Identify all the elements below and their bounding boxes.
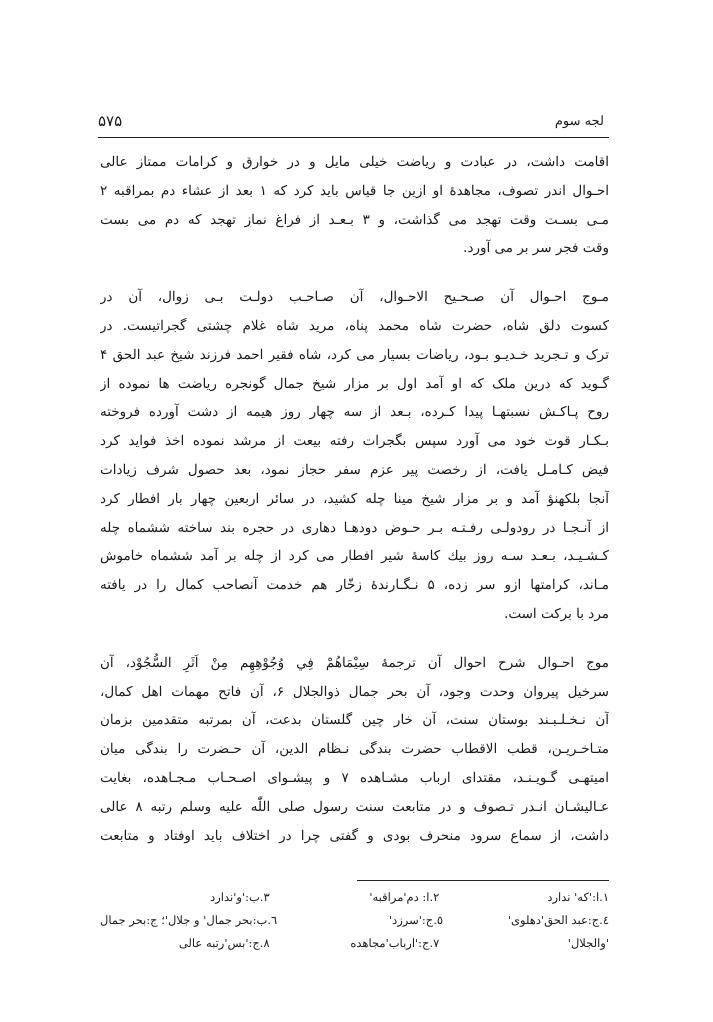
footnote: ۱.ا:'که' ندارد	[547, 890, 609, 904]
text-line: امیتهـی گـویـنـد، مقتدای ارباب مشـاهده ۷ و پیشـوای اصـحـاب مـجـاهده، بغایت	[100, 769, 609, 786]
text-line: فیض کـامـل یافت، از رخصت پیر عزم سفر حجاز نمود، بعد حصول شرف زیادات	[100, 461, 609, 478]
text-line: آنجا بلکهنؤ آمد و بر مزار شیخ مینا چله کشید، در سائر اربعین چهار بار افطار کرد	[100, 490, 609, 507]
footnote: ۳.ب:'و'ندارد	[210, 890, 270, 904]
text-line: موج احـوال شرح احوال آن ترجمهٔ سِيْمَاهُمْ فِي وُجُوْهِهِم مِنْ اَثَرِ السُّجُوْد، آن	[100, 654, 609, 671]
text-line: مـی بسـت وقت تهجد می گذاشت، و ۳ بـعـد از فراغ نماز تهجد که دم می بست	[100, 211, 609, 228]
text-line: مـاند، کرامتها ازو سر زده، ۵ نـگـارندهٔ زخّار هم خدمت آنصاحب کمال را در یافته	[100, 577, 609, 594]
footnote-rule	[357, 880, 609, 881]
text-line: بـکـار قوت خود می آورد سپس بگجرات رفته بیعت از مرشد نموده اخذ فواید کرد	[100, 433, 609, 450]
footnote: ٨.ج:'بس'رتبه عالی	[178, 936, 270, 950]
text-line: متـاخـریـن، قطب الاقطاب حضرت بندگی نـظام الدین، آن حـضرت را بندگی میان	[100, 741, 609, 758]
text-line: وقت فجر سر بر می آورد.	[463, 240, 609, 257]
footnote: 'والجلال'	[567, 936, 609, 950]
text-line: سرخیل پیروان وحدت وجود، آن بحر جمال ذوالجلال ۶، آن فاتح مهمات اهل کمال،	[100, 683, 609, 700]
text-line: گـوید که درین ملک که او آمد اول بر مزار شیخ جمال گونجره ریاضت ها نموده از	[100, 375, 609, 392]
header-rule	[98, 137, 609, 138]
paragraph-gap	[100, 629, 609, 649]
footnote: ۲.ا: دم'مراقبه'	[369, 890, 440, 904]
text-line: کسوت دلق شاه، حضرت شاه محمد پناه، مرید شاه غلام چشتی گجراتیست. در	[100, 317, 609, 334]
text-line: اقامت داشت، در عبادت و ریاضت خیلی مایل و در خوارق و کرامات ممتاز عالی	[100, 154, 609, 170]
footnotes	[100, 886, 609, 955]
text-line: آن نـخـلـبـند بوستان سنت، آن خار چین گلستان بدعت، آن بمرتبه متقدمین بزمان	[100, 712, 609, 729]
text-line: ترک و تـجرید خـدیـو بـود، ریاضات بسیار می کرد، شاه فقیر احمد فرزند شیخ عبد الحق ۴	[100, 346, 609, 363]
footnote: ٥.ج:'سرزد'	[388, 913, 444, 927]
text-line: روح پـاکـش نسبتهـا پیدا کـرده، بـعد از سه چهار روز هیمه از دشت آورده فروخته	[100, 404, 609, 421]
footnote-row	[100, 886, 609, 909]
text-line: عـالیشـان انـدر تـصوف و در متابعت سنت رسول صلی اللّٰه علیه وسلم رتبه ۸ عالی	[100, 798, 609, 815]
page-number: ۵٧۵	[98, 112, 123, 130]
body-text	[100, 148, 609, 850]
text-line: کـشـیـد، بـعـد سـه روز بیك کاسهٔ شیر افطار می کرد از چله بر آمد ششماه خاموش	[100, 548, 609, 565]
text-line: احـوال اندر تصوف، مجاهدهٔ او ازین جا قیاس باید کرد که ۱ بعد از عشاء دم بمراقبه ۲	[100, 182, 609, 199]
footnote: ٧.ج:'ارباب'مجاهده	[350, 936, 440, 950]
paragraph-gap	[100, 263, 609, 283]
running-title: لجه سوم	[554, 114, 604, 129]
footnote: ٤.ج:عبد الحق'دهلوی'	[507, 913, 609, 927]
text-line: داشت، از سماع سرود منحرف بودی و گفتی چرا در اختلاف باید اوفتاد و متابعت	[100, 827, 609, 844]
text-line: مرد با برکت است.	[504, 605, 609, 622]
text-line: مـوج احـوال آن صـحـیح الاحـوال، آن صـاحـب دولـت بـی زوال، آن در	[100, 289, 609, 306]
footnote-row	[100, 909, 609, 932]
footnote: ٦.ب:بحر جمال' و جلال'؛ ج:بحر جمال	[100, 913, 278, 927]
footnote-row	[100, 932, 609, 955]
text-line: از آنـجـا در رودولـی رفـتـه بـر حـوض دودهـا دهاری در حجره بند ساخته ششماه چله	[100, 519, 609, 536]
